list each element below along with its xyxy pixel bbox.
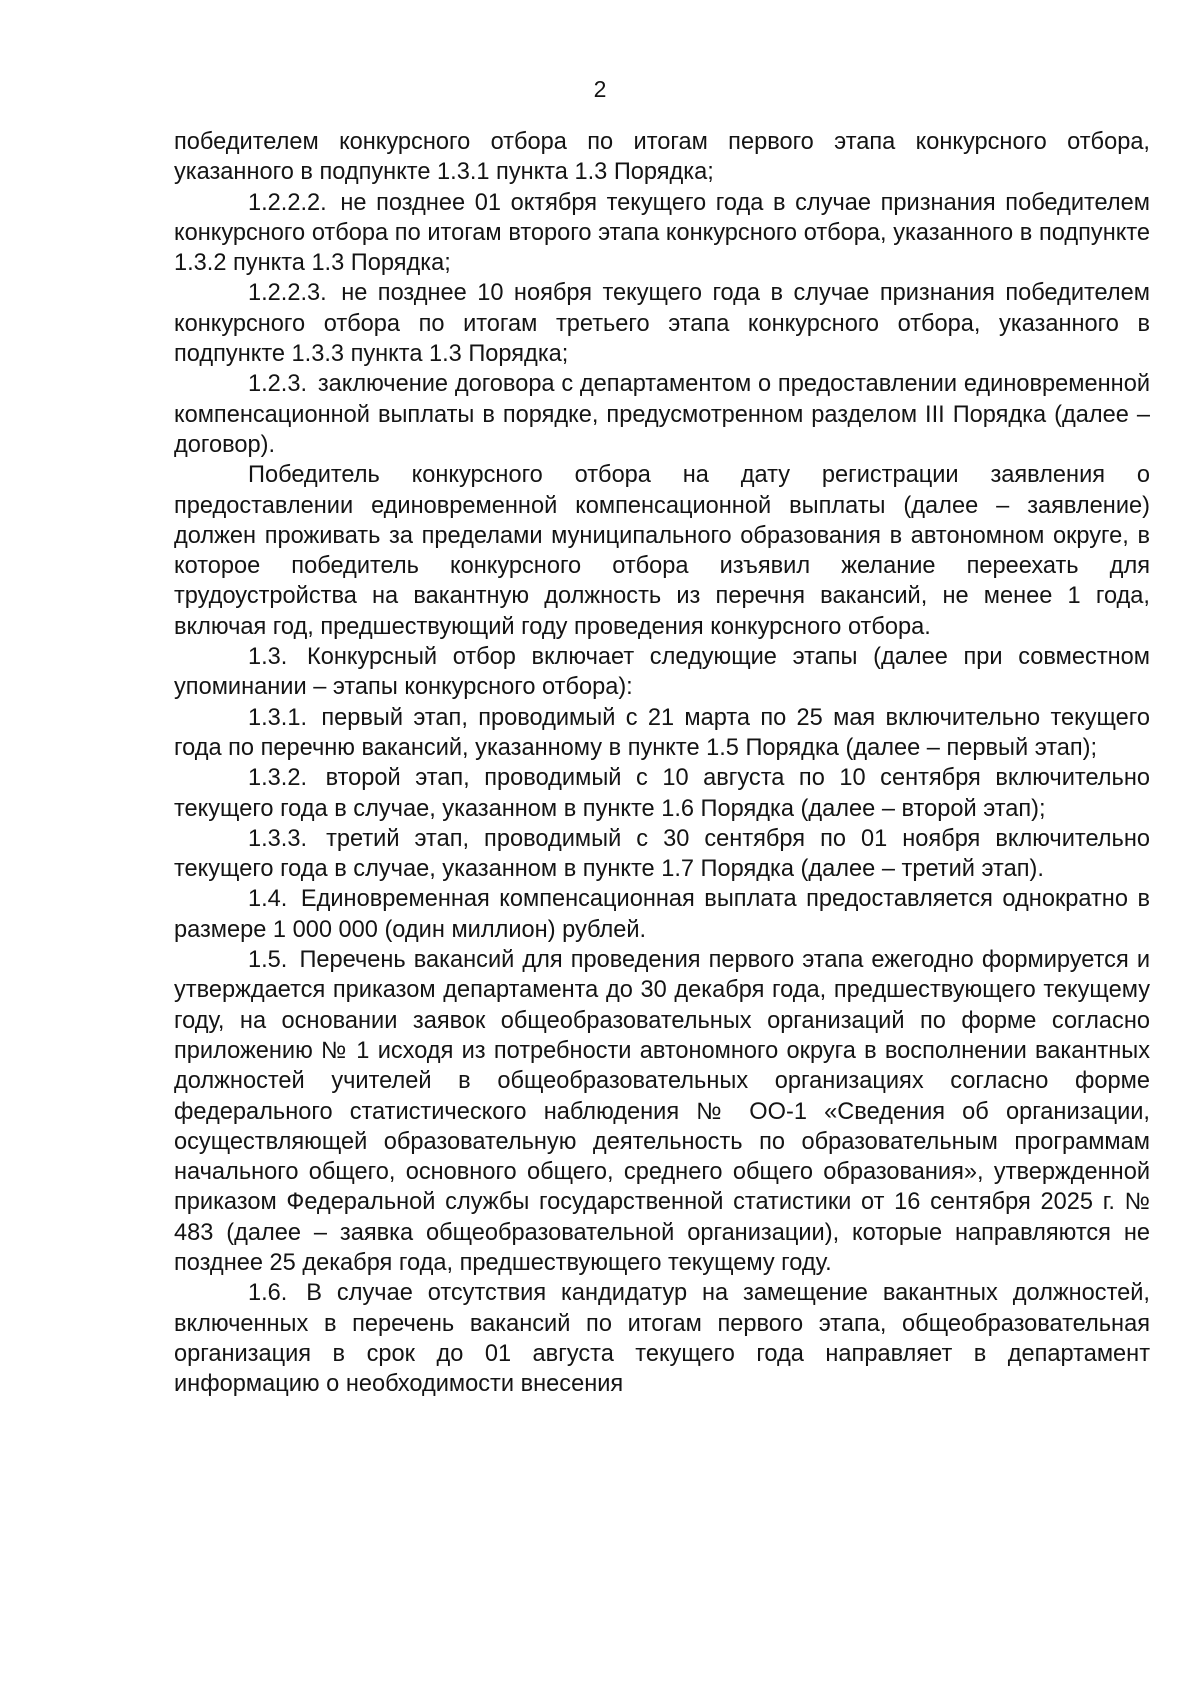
paragraph-text: первый этап, проводимый с 21 марта по 25 мая включительно текущего года по перечню вакансий, указанному в пункте 1.5 Порядка (далее – первый этап);	[174, 704, 1150, 761]
paragraph-text: Перечень вакансий для проведения первого этапа ежегодно формируется и утверждается приказом департамента до 30 декабря года, предшествующего текущему году, на основании заявок общеобразовательных организаций по форме согласно приложению № 1 исходя из потребности автономного округа в восполнении вакантных должностей учителей в общеобразовательных организациях согласно форме федерального статистического наблюдения № ОО-1 «Сведения об организации, осуществляющей образовательную деятельность по образовательным программам начального общего, основного общего, среднего общего образования», утвержденной приказом Федеральной службы государственной статистики от 16 сентября 2025 г. № 483 (далее – заявка общеобразовательной организации), которые направляются не позднее 25 декабря года, предшествующего текущему году.	[174, 947, 1150, 1276]
paragraph-text: второй этап, проводимый с 10 августа по 10 сентября включительно текущего года в случае, указанном в пункте 1.6 Порядка (далее – второй этап);	[174, 765, 1150, 822]
paragraph-1-2-3	[174, 369, 1150, 460]
paragraph-1-4	[174, 884, 1150, 945]
paragraph-text: Единовременная компенсационная выплата предоставляется однократно в размере 1 000 000 (один миллион) рублей.	[174, 886, 1150, 943]
paragraph-text: победителем конкурсного отбора по итогам первого этапа конкурсного отбора, указанного в подпункте 1.3.1 пункта 1.3 Порядка;	[174, 129, 1150, 186]
paragraph-number: 1.3.2.	[248, 765, 308, 792]
paragraph-number: 1.2.2.3.	[248, 280, 327, 307]
paragraph-number: 1.2.2.2.	[248, 189, 327, 216]
paragraph-text: третий этап, проводимый с 30 сентября по 01 ноября включительно текущего года в случае, указанном в пункте 1.7 Порядка (далее – третий этап).	[174, 825, 1150, 883]
paragraph-1-2-2-2	[174, 188, 1150, 279]
paragraph-1-2-2-3	[174, 278, 1150, 369]
document-body	[174, 127, 1150, 1399]
paragraph-text: Победитель конкурсного отбора на дату регистрации заявления о предоставлении единовременной компенсационной выплаты (далее – заявление) должен проживать за пределами муниципального образования в автономном округе, в которое победитель конкурсного отбора изъявил желание переехать для трудоустройства на вакантную должность из перечня вакансий, не менее 1 года, включая год, предшествующий году проведения конкурсного отбора.	[174, 462, 1150, 640]
paragraph-number: 1.3.	[248, 644, 288, 671]
paragraph-text: не позднее 10 ноября текущего года в случае признания победителем конкурсного отбора по итогам третьего этапа конкурсного отбора, указанного в подпункте 1.3.3 пункта 1.3 Порядка;	[174, 280, 1151, 368]
paragraph-text: В случае отсутствия кандидатур на замещение вакантных должностей, включенных в перечень вакансий по итогам первого этапа, общеобразовательная организация в срок до 01 августа текущего года направляет в департамент информацию о необходимости внесения	[174, 1280, 1150, 1398]
paragraph-text: Конкурсный отбор включает следующие этапы (далее при совместном упоминании – этапы конкурсного отбора):	[174, 644, 1150, 701]
paragraph-1-5	[174, 945, 1150, 1278]
page-number: 2	[593, 76, 607, 102]
paragraph-number: 1.5.	[248, 947, 288, 974]
paragraph-1-3-3	[174, 824, 1150, 885]
paragraph-number: 1.6.	[248, 1280, 288, 1307]
paragraph-continuation	[174, 127, 1150, 188]
paragraph-number: 1.4.	[248, 886, 288, 913]
paragraph-1-3	[174, 642, 1150, 703]
paragraph-1-6	[174, 1278, 1150, 1399]
paragraph-1-3-2	[174, 763, 1150, 824]
paragraph-number: 1.2.3.	[248, 371, 308, 398]
paragraph-winner-residence	[174, 460, 1150, 642]
paragraph-number: 1.3.1.	[248, 704, 308, 731]
paragraph-1-3-1	[174, 703, 1150, 764]
paragraph-text: заключение договора с департаментом о предоставлении единовременной компенсационной выплаты в порядке, предусмотренном разделом III Порядка (далее – договор).	[174, 371, 1150, 458]
paragraph-number: 1.3.3.	[248, 825, 308, 852]
paragraph-text: не позднее 01 октября текущего года в случае признания победителем конкурсного отбора по итогам второго этапа конкурсного отбора, указанного в подпункте 1.3.2 пункта 1.3 Порядка;	[174, 189, 1150, 277]
